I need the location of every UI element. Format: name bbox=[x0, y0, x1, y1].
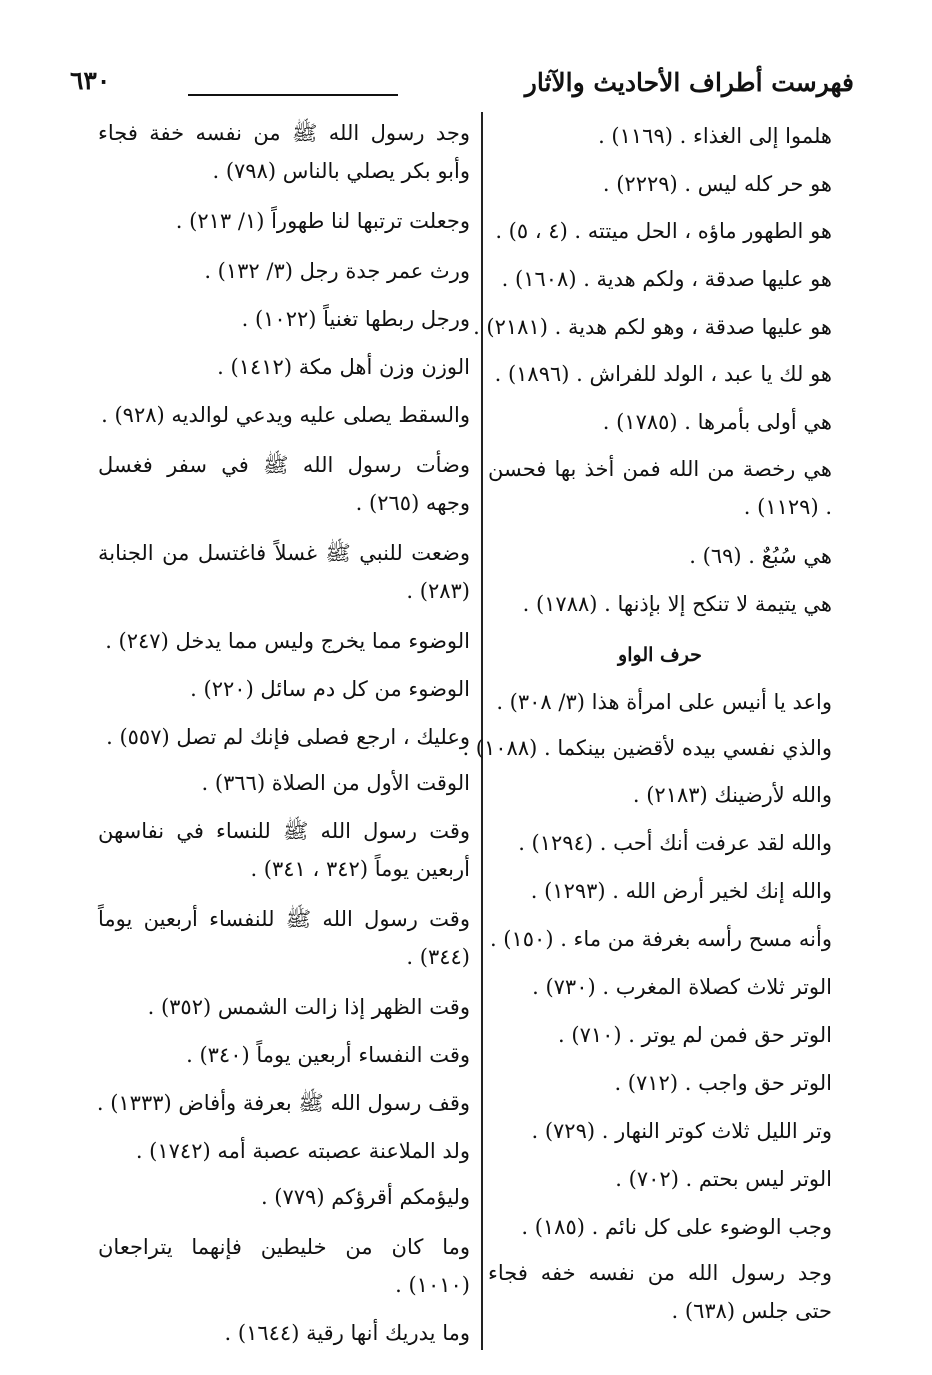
header-rule bbox=[188, 94, 398, 96]
index-entry: والسقط يصلى عليه ويدعي لوالديه (٩٢٨) . bbox=[101, 403, 470, 427]
index-entry: واعد يا أنيس على امرأة هذا (٣/ ٣٠٨) . bbox=[496, 690, 832, 714]
index-entry: ورث عمر جدة رجل (٣/ ١٣٢) . bbox=[204, 259, 470, 283]
index-entry: وضعت للنبي ﷺ غسلاً فاغتسل من الجنابة (٢٨٣) . bbox=[98, 541, 470, 603]
index-entry: الوتر ليس بحتم . (٧٠٢) . bbox=[615, 1167, 832, 1191]
index-entry: وليؤمكم أقرؤكم (٧٧٩) . bbox=[260, 1185, 470, 1209]
index-entry: وجد رسول الله ﷺ من نفسه خفة فجاء وأبو بكر يصلي بالناس (٧٩٨) . bbox=[98, 121, 470, 183]
index-entry: وأنه مسح رأسه بغرفة من ماء . (١٥٠) . bbox=[489, 927, 832, 951]
index-entry: هي سُبُعٌ . (٦٩) . bbox=[689, 544, 832, 568]
index-entry: وما كان من خليطين فإنهما يتراجعان (١٠١٠) . bbox=[98, 1235, 470, 1297]
running-title: فهرست أطراف الأحاديث والآثار bbox=[524, 68, 854, 97]
index-entry: وجد رسول الله من نفسه خفه فجاء حتى جلس (٦٣٨) . bbox=[488, 1261, 832, 1323]
index-entry: وقت الظهر إذا زالت الشمس (٣٥٢) . bbox=[147, 995, 470, 1019]
index-entry: والله لقد عرفت أنك أحب . (١٢٩٤) . bbox=[518, 831, 832, 855]
index-entry: وقت رسول الله ﷺ للنساء في نفاسهن أربعين يوماً (٣٤٢ ، ٣٤١) . bbox=[98, 819, 470, 881]
index-entry: وجب الوضوء على كل نائم . (١٨٥) . bbox=[521, 1215, 832, 1239]
index-entry: الوزن وزن أهل مكة (١٤١٢) . bbox=[217, 355, 470, 379]
index-entry: وقت رسول الله ﷺ للنفساء أربعين يوماً (٣٤٤) . bbox=[98, 907, 470, 969]
index-entry: الوتر حق واجب . (٧١٢) . bbox=[614, 1071, 832, 1095]
index-entry: هي أولى بأمرها . (١٧٨٥) . bbox=[602, 410, 832, 434]
index-entry: الوتر ثلاث كصلاة المغرب . (٧٣٠) . bbox=[532, 975, 832, 999]
index-entry: هي يتيمة لا تنكح إلا بإذنها . (١٧٨٨) . bbox=[522, 592, 832, 616]
index-entry: هو عليها صدقة ، ولكم هدية . (١٦٠٨) . bbox=[501, 267, 832, 291]
index-entry: الوضوء من كل دم سائل (٢٢٠) . bbox=[190, 677, 470, 701]
index-entry: هلموا إلى الغذاء . (١١٦٩) . bbox=[598, 124, 832, 148]
page-number: ٦٣٠ bbox=[70, 66, 111, 95]
index-entry: الوضوء مما يخرج وليس مما يدخل (٢٤٧) . bbox=[105, 629, 470, 653]
index-entry: والذي نفسي بيده لأقضين بينكما . (١٠٨٨) . bbox=[462, 736, 832, 760]
index-entry: والله لأرضينك (٢١٨٣) . bbox=[632, 783, 832, 807]
section-heading: حرف الواو bbox=[618, 644, 702, 666]
page-header bbox=[70, 62, 854, 110]
index-entry: وتر الليل ثلاث كوتر النهار . (٧٢٩) . bbox=[531, 1119, 832, 1143]
index-entry: هو عليها صدقة ، وهو لكم هدية . (٢١٨١) . bbox=[473, 315, 832, 339]
index-entry: هو الطهور ماؤه ، الحل ميتته . (٤ ، ٥) . bbox=[495, 219, 832, 243]
index-entry: وضأت رسول الله ﷺ في سفر فغسل وجهه (٢٦٥) . bbox=[98, 453, 470, 515]
index-entry: وعليك ، ارجع فصلى فإنك لم تصل (٥٥٧) . bbox=[106, 725, 470, 749]
index-entry: الوقت الأول من الصلاة (٣٦٦) . bbox=[201, 771, 470, 795]
index-entry: ولد الملاعنة عصبته عصبة أمه (١٧٤٢) . bbox=[135, 1139, 470, 1163]
index-entry: وجعلت ترتبها لنا طهوراً (١/ ٢١٣) . bbox=[175, 209, 470, 233]
index-entry: وقف رسول الله ﷺ بعرفة وأفاض (١٣٣٣) . bbox=[96, 1091, 470, 1115]
index-entry: ورجل ربطها تغنياً (١٠٢٢) . bbox=[241, 307, 470, 331]
index-entry: وما يدريك أنها رقية (١٦٤٤) . bbox=[224, 1321, 470, 1345]
index-entry: هو لك يا عبد ، الولد للفراش . (١٨٩٦) . bbox=[494, 362, 832, 386]
index-entry: هي رخصة من الله فمن أخذ بها فحسن . (١١٢٩) . bbox=[488, 457, 832, 519]
index-entry: هو حر كله ليس . (٢٢٢٩) . bbox=[602, 172, 832, 196]
index-entry: وقت النفساء أربعين يوماً (٣٤٠) . bbox=[186, 1043, 470, 1067]
index-entry: والله إنك لخير أرض الله . (١٢٩٣) . bbox=[530, 879, 832, 903]
index-entry: الوتر حق فمن لم يوتر . (٧١٠) . bbox=[558, 1023, 832, 1047]
